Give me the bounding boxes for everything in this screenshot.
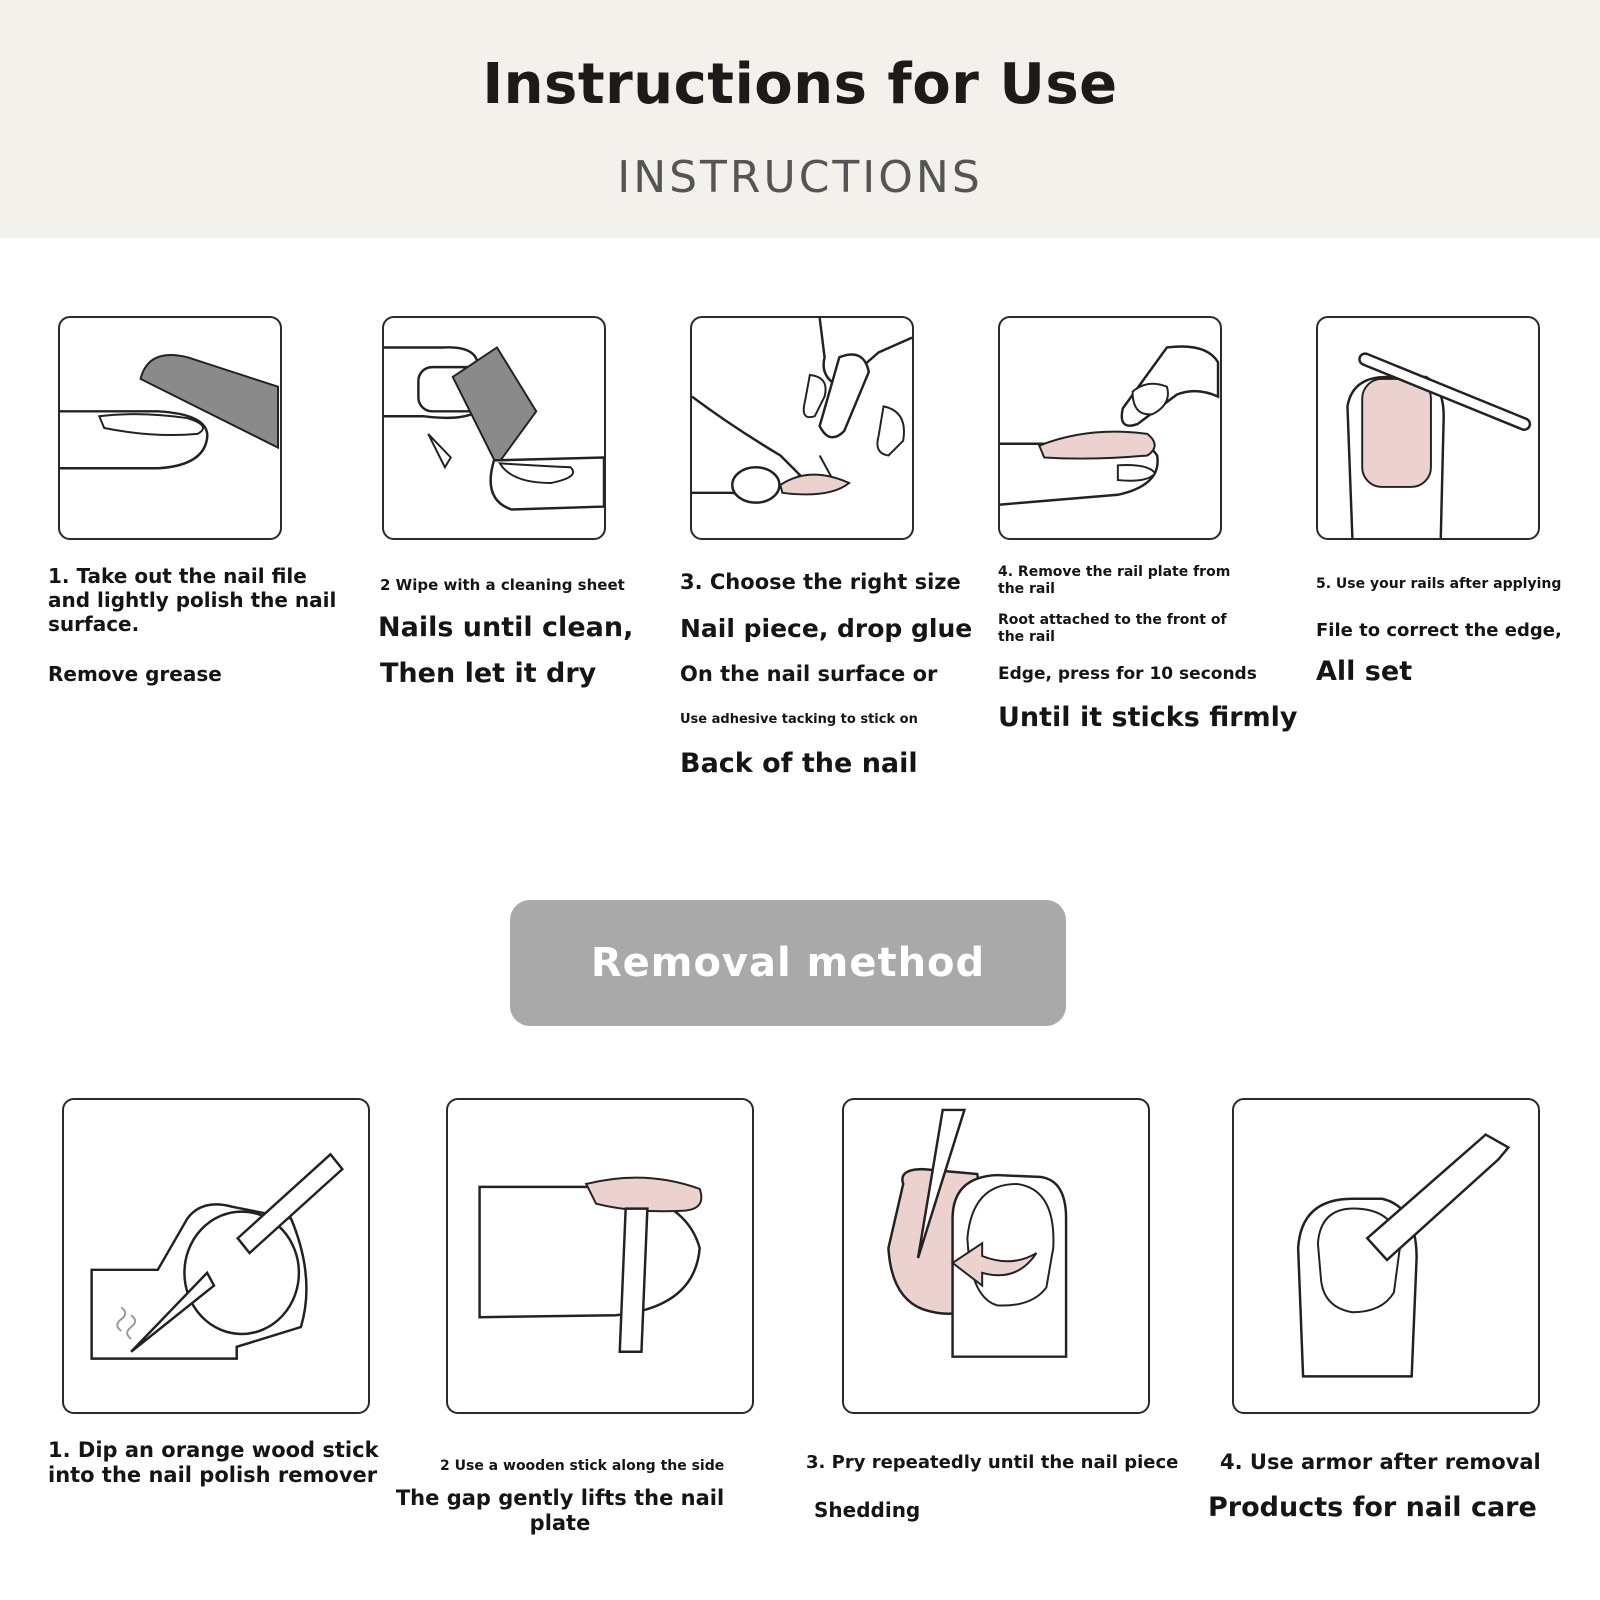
step-3-line-1: 3. Choose the right size	[680, 570, 961, 594]
cleaning-sheet-icon	[384, 318, 604, 538]
step-4-line-4: Until it sticks firmly	[998, 702, 1298, 733]
page-title: Instructions for Use	[482, 52, 1118, 117]
step-4-illustration	[998, 316, 1222, 540]
removal-step-4-line-1: 4. Use armor after removal	[1220, 1450, 1541, 1474]
removal-step-1-illustration	[62, 1098, 370, 1414]
step-3-illustration	[690, 316, 914, 540]
step-1-illustration	[58, 316, 282, 540]
removal-step-2-illustration	[446, 1098, 754, 1414]
removal-step-2-line-2: The gap gently lifts the nail plate	[395, 1486, 725, 1536]
file-edge-icon	[1318, 318, 1538, 538]
step-3-line-3: On the nail surface or	[680, 662, 938, 686]
step-2-line-3: Then let it dry	[380, 658, 597, 689]
step-4-line-3: Edge, press for 10 seconds	[998, 664, 1257, 684]
step-2-line-2: Nails until clean,	[378, 612, 634, 643]
step-5-line-3: All set	[1316, 656, 1413, 687]
removal-step-3-line-1: 3. Pry repeatedly until the nail piece	[806, 1452, 1179, 1473]
nail-file-icon	[60, 318, 280, 538]
removal-step-4-illustration	[1232, 1098, 1540, 1414]
removal-step-1-line-1: 1. Dip an orange wood stick into the nail polish remover	[48, 1438, 379, 1488]
removal-method-banner: Removal method	[510, 900, 1066, 1026]
nail-care-icon	[1234, 1100, 1538, 1412]
page-subtitle: INSTRUCTIONS	[617, 152, 983, 203]
pry-nail-icon	[844, 1100, 1148, 1412]
step-2-illustration	[382, 316, 606, 540]
glue-nail-icon	[692, 318, 912, 538]
step-1-line-2: Remove grease	[48, 662, 222, 686]
step-4-line-2: Root attached to the front of the rail	[998, 612, 1227, 645]
header-banner	[0, 0, 1600, 238]
removal-step-4-line-2: Products for nail care	[1208, 1492, 1537, 1523]
wood-stick-dip-icon	[64, 1100, 368, 1412]
removal-step-3-line-2: Shedding	[814, 1498, 921, 1522]
step-5-illustration	[1316, 316, 1540, 540]
step-2-line-1: 2 Wipe with a cleaning sheet	[380, 576, 625, 594]
step-3-line-4: Use adhesive tacking to stick on	[680, 712, 918, 727]
step-5-line-1: 5. Use your rails after applying	[1316, 576, 1562, 592]
step-4-line-1: 4. Remove the rail plate from the rail	[998, 564, 1231, 597]
step-3-line-2: Nail piece, drop glue	[680, 614, 973, 643]
stick-lift-icon	[448, 1100, 752, 1412]
removal-step-2-line-1: 2 Use a wooden stick along the side	[440, 1458, 725, 1474]
step-1-line-1: 1. Take out the nail file and lightly polish the nail surface.	[48, 564, 337, 636]
press-nail-icon	[1000, 318, 1220, 538]
step-5-line-2: File to correct the edge,	[1316, 620, 1562, 641]
step-3-line-5: Back of the nail	[680, 748, 918, 779]
removal-step-3-illustration	[842, 1098, 1150, 1414]
